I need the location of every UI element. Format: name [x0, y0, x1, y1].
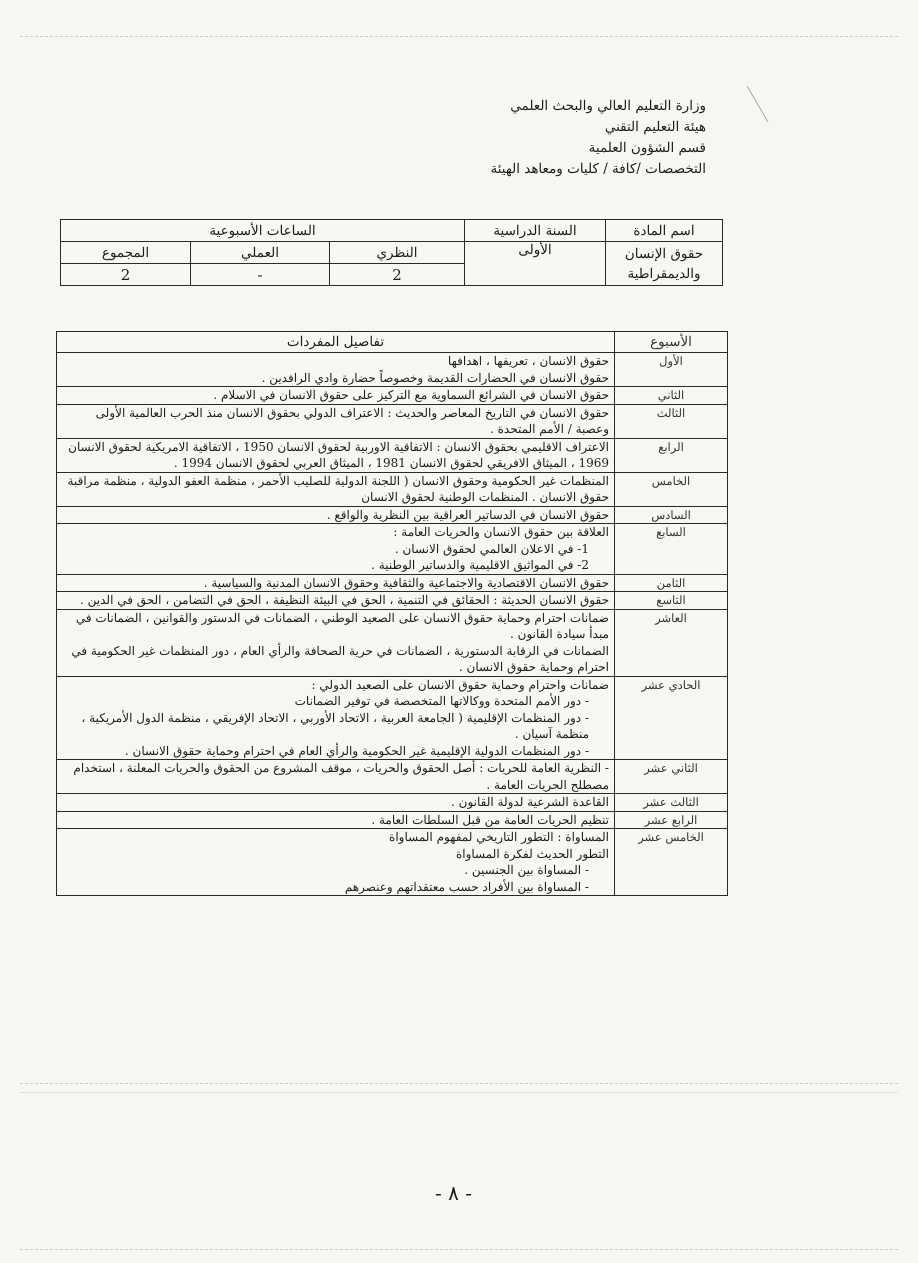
details-line: 2- في المواثيق الاقليمية والدساتير الوطنية . — [371, 558, 589, 572]
details-line: ضمانات احترام وحماية حقوق الانسان على الصعيد الوطني ، الضمانات في الدستور والقوانين ، الضمانات في مبدأ سيادة القانون . — [75, 610, 609, 641]
details-cell — [57, 609, 615, 676]
subject-value: حقوق الإنسان والديمقراطية — [606, 242, 723, 286]
details-line: - دور المنظمات الإقليمية ( الجامعة العربية ، الاتحاد الأوربي ، الاتحاد الإفريقي ، منظمة الدول الأمريكية ، منظمة آسيان . — [81, 710, 589, 741]
details-line: - المساواة بين الأفراد حسب معتقداتهم وعنصرهم — [344, 879, 589, 894]
page-number: - ٨ - — [435, 1181, 472, 1205]
details-line: المنظمات غير الحكومية وحقوق الانسان ( اللجنة الدولية للصليب الأحمر ، منظمة العفو الدولية ، منظمة مراقبة حقوق الانسان . المنظمات الوطنية لحقوق الانسان — [67, 473, 609, 504]
table-row — [57, 387, 728, 405]
details-line: حقوق الانسان في الشرائع السماوية مع التركيز على حقوق الانسان في الاسلام . — [213, 388, 609, 402]
week-column-header: الأسبوع — [615, 332, 728, 353]
week-cell: الثاني — [615, 387, 728, 405]
syllabus-rows — [57, 353, 728, 896]
practical-label: العملي — [191, 242, 330, 264]
details-cell — [57, 829, 615, 896]
week-cell: الثامن — [615, 574, 728, 592]
details-cell — [57, 592, 615, 610]
details-cell — [57, 794, 615, 812]
details-cell — [57, 438, 615, 472]
details-line: الضمانات في الرقابة الدستورية ، الضمانات في حرية الصحافة والرأي العام ، دور المنظمات غير الحكومية في احترام وحماية حقوق الانسان . — [71, 643, 609, 674]
details-line: حقوق الانسان في الحضارات القديمة وخصوصاً حضارة وادي الرافدين . — [261, 370, 609, 385]
details-line: 1- في الاعلان العالمي لحقوق الانسان . — [394, 541, 589, 556]
week-cell: الخامس عشر — [615, 829, 728, 896]
total-label: المجموع — [61, 242, 191, 264]
syllabus-details-table — [56, 331, 728, 896]
table-row — [57, 524, 728, 575]
week-cell: الرابع — [615, 438, 728, 472]
week-cell: الرابع عشر — [615, 811, 728, 829]
scan-line-top — [20, 36, 898, 37]
week-cell: الثالث عشر — [615, 794, 728, 812]
week-cell: السابع — [615, 524, 728, 575]
specialization-line: التخصصات /كافة / كليات ومعاهد الهيئة — [490, 161, 706, 177]
table-row — [57, 574, 728, 592]
table-row — [57, 760, 728, 794]
details-cell — [57, 574, 615, 592]
details-line: الاعتراف الاقليمي بحقوق الانسان : الاتفاقية الاوربية لحقوق الانسان 1950 ، الاتفاقية الامريكية لحقوق الانسان 1969 ، الميثاق الافريقي لحقوق الانسان 1981 ، الميثاق العربي لحقوق الانسان 1994 . — [68, 439, 609, 470]
details-line: - المساواة بين الجنسين . — [464, 863, 589, 877]
details-line: المساواة : التطور التاريخي لمفهوم المساواة — [389, 830, 609, 844]
details-line: ضمانات واحترام وحماية حقوق الانسان على الصعيد الدولي : — [311, 677, 609, 692]
course-info-table — [60, 219, 723, 286]
details-cell — [57, 811, 615, 829]
details-line: - النظرية العامة للحريات : أصل الحقوق والحريات ، موقف المشروع من الحقوق والحريات المعلنة ، استخدام مصطلح الحريات العامة . — [73, 761, 609, 792]
details-cell — [57, 404, 615, 438]
week-cell: الحادي عشر — [615, 676, 728, 760]
week-cell: العاشر — [615, 609, 728, 676]
table-row — [57, 609, 728, 676]
week-cell: الأول — [615, 353, 728, 387]
week-cell: الخامس — [615, 472, 728, 506]
details-cell — [57, 760, 615, 794]
table-row — [57, 794, 728, 812]
details-cell — [57, 676, 615, 760]
scan-line-bottom-2 — [20, 1092, 898, 1093]
scan-line-bottom-3 — [20, 1249, 898, 1250]
subject-label: اسم المادة — [606, 220, 723, 242]
department-line: قسم الشؤون العلمية — [588, 140, 706, 156]
theory-value: 2 — [330, 264, 465, 286]
details-line: - دور المنظمات الدولية الإقليمية غير الحكومية والرأي العام في احترام وحماية حقوق الانسان . — [124, 743, 589, 758]
table-row — [57, 506, 728, 524]
authority-line: هيئة التعليم التقني — [604, 119, 706, 135]
total-value: 2 — [61, 264, 191, 286]
details-cell — [57, 387, 615, 405]
details-line: العلاقة بين حقوق الانسان والحريات العامة : — [393, 525, 609, 539]
table-row — [57, 472, 728, 506]
details-cell — [57, 506, 615, 524]
table-row — [57, 676, 728, 760]
details-line: القاعدة الشرعية لدولة القانون . — [451, 795, 609, 809]
week-cell: الثالث — [615, 404, 728, 438]
details-column-header: تفاصيل المفردات — [57, 332, 615, 353]
details-line: تنظيم الحريات العامة من قبل السلطات العامة . — [371, 812, 609, 827]
document-header — [406, 96, 706, 180]
theory-label: النظري — [330, 242, 465, 264]
details-line: حقوق الانسان ، تعريفها ، اهدافها — [447, 354, 609, 368]
corner-pen-mark — [725, 86, 769, 122]
practical-value: - — [191, 264, 330, 286]
year-value: الأولى — [465, 242, 606, 286]
details-line: حقوق الانسان في التاريخ المعاصر والحديث : الاعتراف الدولي بحقوق الانسان منذ الحرب العالمية الأولى وعصبة / الأمم المتحدة . — [95, 405, 609, 436]
table-row — [57, 438, 728, 472]
details-cell — [57, 353, 615, 387]
table-row — [57, 811, 728, 829]
details-line: التطور الحديث لفكرة المساواة — [455, 846, 609, 861]
week-cell: التاسع — [615, 592, 728, 610]
ministry-line: وزارة التعليم العالي والبحث العلمي — [510, 98, 706, 114]
weekly-hours-label: الساعات الأسبوعية — [61, 220, 465, 242]
details-cell — [57, 524, 615, 575]
week-cell: الثاني عشر — [615, 760, 728, 794]
scan-line-bottom-1 — [20, 1083, 898, 1084]
details-line: حقوق الانسان الاقتصادية والاجتماعية والثقافية وحقوق الانسان المدنية والسياسية . — [203, 575, 609, 590]
table-row — [57, 829, 728, 896]
details-line: حقوق الانسان الحديثة : الحقائق في التنمية ، الحق في البيئة النظيفة ، الحق في التضامن ، الحق في الدين . — [80, 593, 609, 607]
table-row — [57, 592, 728, 610]
details-line: - دور الأمم المتحدة ووكالاتها المتخصصة في توفير الضمانات — [294, 694, 589, 708]
year-label: السنة الدراسية — [465, 220, 606, 242]
table-row — [57, 353, 728, 387]
details-line: حقوق الانسان في الدساتير العراقية بين النظرية والواقع . — [326, 507, 609, 522]
table-row — [57, 404, 728, 438]
week-cell: السادس — [615, 506, 728, 524]
details-cell — [57, 472, 615, 506]
